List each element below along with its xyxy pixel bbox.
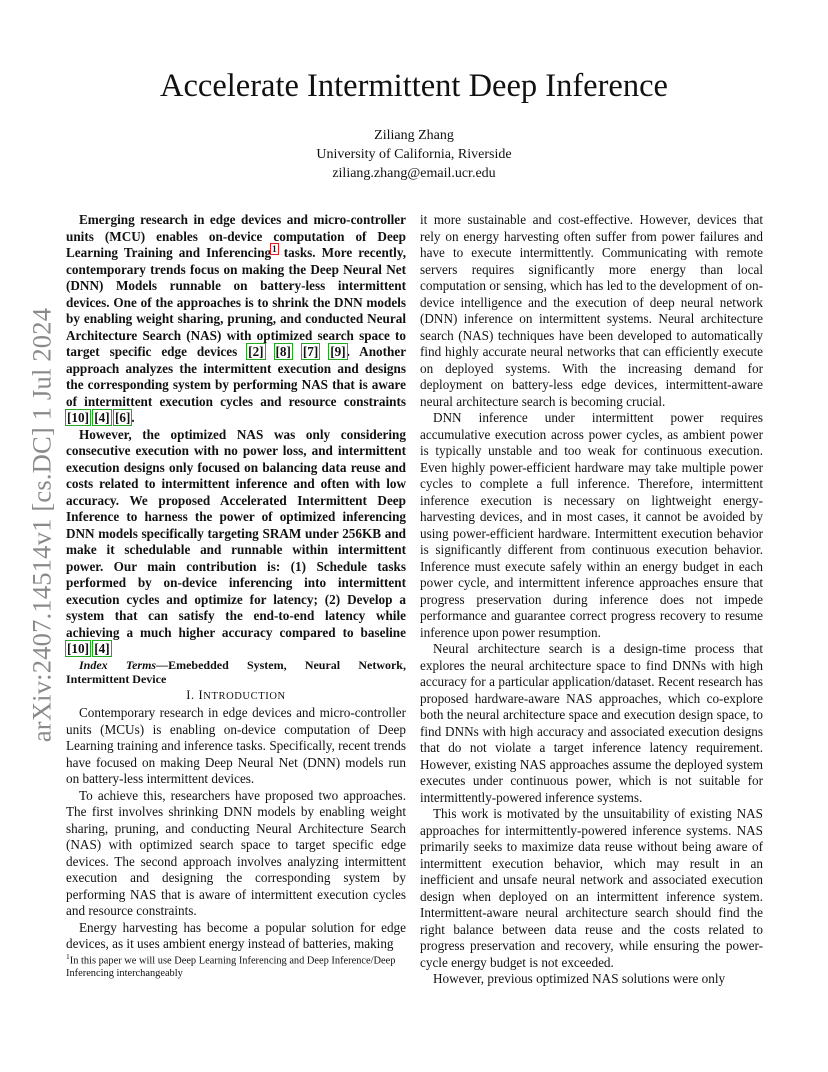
citation-link[interactable]: [8]	[275, 344, 291, 359]
author-name: Ziliang Zhang	[374, 128, 454, 143]
arxiv-side-stamp	[20, 300, 64, 750]
body-paragraph: To achieve this, researchers have proposed two approaches. The first involves shrinking DNN models by enabling weight sharing, pruning, and conducting Neural Architecture Search (NAS) with optimized search space to target specific edge devices. The second approach involves analyzing intermittent execution and designing the corresponding system by performing NAS that is aware of intermittent execution cycles and resource constraints.	[66, 787, 406, 918]
section-number: I.	[186, 687, 199, 702]
abstract-text: .	[131, 410, 135, 425]
section-title-rest: NTRODUCTION	[203, 690, 286, 702]
body-paragraph: Neural architecture search is a design-time process that explores the neural architecture space to find DNNs with high accuracy for a particular application/dataset. Recent research has proposed hardware-aware NAS approaches, which co-explore both the neural architecture space and execution design space, to find DNNs with high accuracy and associated execution designs that do not violate a target inference latency requirement. However, existing NAS approaches assume the deployed system executes under continuous power, which is not suitable for intermittently-powered inference systems.	[420, 641, 763, 805]
left-column	[66, 212, 406, 953]
footnote-mark: 1	[66, 952, 70, 961]
citation-link[interactable]: [4]	[94, 410, 110, 425]
arxiv-identifier: arXiv:2407.14514v1 [cs.DC] 1 Jul 2024	[26, 307, 57, 743]
citation-link[interactable]: [6]	[114, 410, 131, 425]
body-paragraph: Contemporary research in edge devices and micro-controller units (MCUs) is enabling on-device computation of Deep Learning training and inference tasks. Specifically, recent trends have focused on making Deep Neural Net (DNN) models run on battery-less intermittent devices.	[66, 705, 406, 786]
author-email: ziliang.zhang@email.ucr.edu	[332, 166, 496, 181]
abstract-text: tasks. More recently, contemporary trends focus on making the Deep Neural Net (DNN) Models runnable on battery-less intermittent devices. One of the approaches is to shrink the DNN models by enabling weight sharing, pruning, and conducted Neural Architecture Search (NAS) with optimized search space to target specific edge devices	[66, 245, 406, 359]
body-paragraph: Energy harvesting has become a popular solution for edge devices, as it uses ambient energy instead of batteries, making	[66, 919, 406, 951]
abstract	[66, 212, 406, 658]
abstract-text: Emerging research in edge devices and micro-controller units (MCU) enables on-device computation of Deep Learning Training and Inferencing	[66, 212, 406, 260]
section-title-initial: I	[198, 687, 204, 702]
citation-link[interactable]: [10]	[67, 641, 89, 656]
abstract-text: However, the optimized NAS was only considering consecutive execution with no power loss, and intermittent execution designs only focused on balancing data reuse and costs related to intermittent inference and often with low accuracy. We proposed Accelerated Intermittent Deep Inference to harness the power of optimized inferencing DNN models specifically targeting SRAM under 256KB and make it schedulable and runnable within intermittent power. Our main contribution is: (1) Schedule tasks performed by on-device inferencing into intermittent execution cycles and optimize for latency; (2) Develop a system that can satisfy the end-to-end latency while achieving a much higher accuracy compared to baseline	[66, 426, 406, 640]
footnote	[66, 950, 406, 980]
abstract-text: . Another approach analyzes the intermittent execution and designs the corresponding system by performing NAS that is aware of intermittent execution cycles and resource constraints	[66, 344, 407, 409]
author-affiliation: University of California, Riverside	[316, 147, 512, 162]
citation-link[interactable]: [7]	[302, 344, 319, 359]
body-paragraph: DNN inference under intermittent power requires accumulative execution across power cycles, as ambient power is typically unstable and too weak for continuous execution. Even highly power-efficient hardware may take multiple power cycles to complete a full inference. Therefore, intermittent inference execution is necessary on lightweight energy-harvesting devices, and in most cases, it cannot be avoided by using power-efficient hardware. Intermittent execution behavior is significantly different from continuous execution behavior. Inference must execute safely within an energy budget in each power cycle, and intermittent inference approaches ensure that progress preservation during inference does not impede performance and guarantee correct progress recovery to resume inference upon power resumption.	[420, 410, 763, 640]
body-paragraph: it more sustainable and cost-effective. However, devices that rely on energy harvesting often suffer from power failures and have to execute intermittently. Communicating with remote servers requires significantly more energy than local computation or sensing, which has led to the development of on-device intelligence and the execution of deep neural network (DNN) inference on intermittent systems. Neural architecture search (NAS) techniques have been developed to automatically find highly accurate neural networks that can efficiently execute on deployed systems. With the increasing demand for deployment on battery-less edge devices, intermittent-aware neural architecture search is becoming crucial.	[420, 212, 763, 409]
citation-link[interactable]: [2]	[248, 344, 264, 359]
index-terms-text: —Emebedded System, Neural Network, Intermittent Device	[66, 657, 406, 686]
citation-link[interactable]: [10]	[67, 410, 89, 425]
section-heading-introduction	[66, 687, 406, 706]
abstract-paragraph-1	[66, 212, 406, 427]
author-block	[0, 126, 828, 183]
footnote-text: In this paper we will use Deep Learning Inferencing and Deep Inference/Deep Inferencing interchangeably	[66, 955, 396, 980]
abstract-paragraph-2	[66, 427, 406, 658]
right-column	[420, 212, 763, 988]
body-paragraph: This work is motivated by the unsuitability of existing NAS approaches for intermittently-powered inference systems. NAS primarily seeks to maximize data reuse without being aware of intermittent execution behavior, which may result in an inefficient and unsafe neural network and associated execution design when deployed on an intermittent inference system. Intermittent-aware neural architecture search should find the right balance between data reuse and the costs related to progress preservation and recovery, while ensuring the power-cycle energy budget is not exceeded.	[420, 806, 763, 970]
paper-title: Accelerate Intermittent Deep Inference	[160, 68, 668, 104]
footnote-link[interactable]: 1	[272, 243, 277, 254]
citation-link[interactable]: [9]	[330, 344, 346, 359]
index-terms-label: Index Terms	[79, 657, 157, 672]
index-terms	[66, 658, 406, 687]
body-paragraph: However, previous optimized NAS solutions were only	[433, 971, 726, 986]
citation-link[interactable]: [4]	[94, 641, 110, 656]
